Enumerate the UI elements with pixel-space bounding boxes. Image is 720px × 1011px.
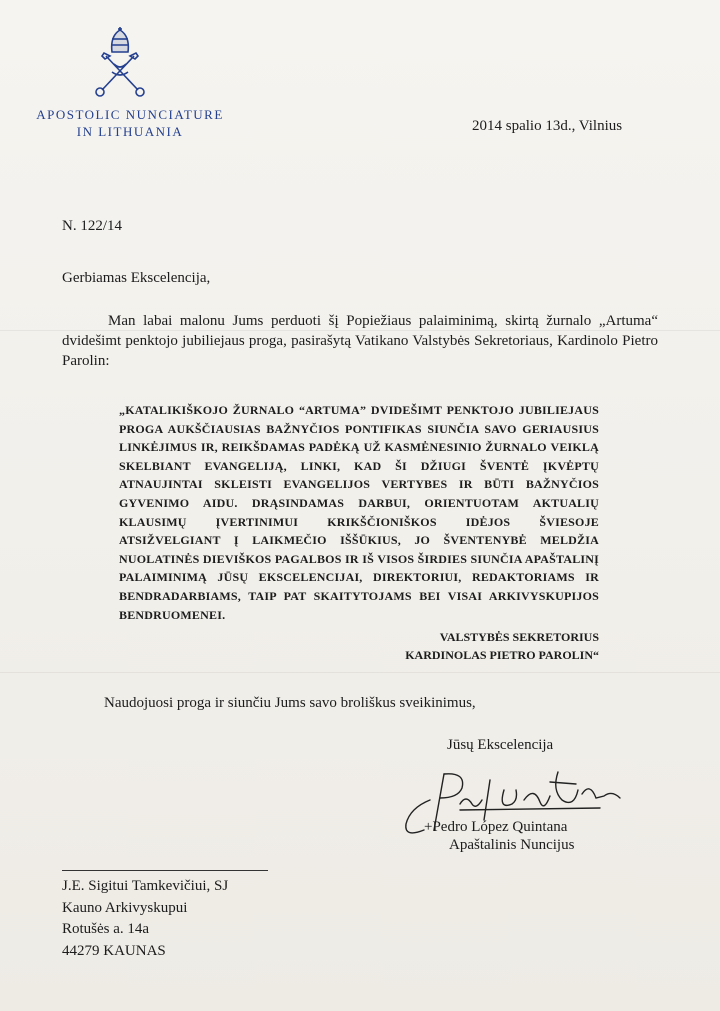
complimentary-close: Jūsų Ekscelencija bbox=[447, 737, 554, 753]
blessing-quote: „KATALIKIŠKOJO ŽURNALO “ARTUMA” DVIDEŠIMT PENKTOJO JUBILIEJAUS PROGA AUKŠČIAUSIAS BAŽNYČIOS PONTIFIKAS SIUNČIA SAVO GERIAUSIUS LINKĖJIMUS IR, REIKŠDAMAS PADĖKĄ UŽ KASMĖNESINIO ŽURNALO VEIKLĄ SKELBIANT EVANGELIJĄ, LINKI, KAD ŠI DŽIUGI ŠVENTĖ ĮKVĖPTŲ ATNAUJINTAI SKLEISTI EVANGELIJOS VERTYBES IR BŪTI BAŽNYČIOS GYVENIMO AIDU. DRĄSINDAMAS DARBUI, ORIENTUOTAM AKTUALIŲ KLAUSIMŲ ĮVERTINIMUI KRIKŠČIONIŠKOS IDĖJOS ŠVIESOJE ATSIŽVELGIANT Į LAIKMEČIO IŠŠŪKIUS, JO ŠVENTENYBĖ MELDŽIA NUOLATINĖS DIEVIŠKOS PAGALBOS IR IŠ VISOS ŠIRDIES SIUNČIA APAŠTALINĮ PALAIMINIMĄ JŪSŲ EKSCELENCIJAI, DIREKTORIUI, REDAKTORIAMS IR BENDRADARBIAMS, TAIP PAT SKAITYTOJAMS BEI VISAI ARKIVYSKUPIJOS BENDRUOMENEI. bbox=[119, 403, 599, 622]
address-line: 44279 KAUNAS bbox=[62, 942, 166, 959]
papal-emblem-icon bbox=[90, 26, 150, 98]
reference-number: N. 122/14 bbox=[62, 218, 122, 234]
address-line: Kauno Arkivyskupui bbox=[62, 899, 188, 916]
letterhead bbox=[30, 106, 230, 140]
intro-text: Man labai malonu Jums perduoti šį Popiežiaus palaiminimą, skirtą žurnalo „Artuma“ dvidešimt penktojo jubiliejaus proga, pasirašytą Vatikano Valstybės Sekretoriaus, Kardinolo Pietro Parolin: bbox=[62, 313, 658, 369]
address-line: J.E. Sigitui Tamkevičiui, SJ bbox=[62, 878, 229, 894]
closing-line: Naudojuosi proga ir siunčiu Jums savo broliškus sveikinimus, bbox=[104, 695, 476, 711]
letterhead-line2: IN LITHUANIA bbox=[76, 124, 184, 139]
quote-signatory-name: KARDINOLAS PIETRO PAROLIN“ bbox=[405, 648, 599, 662]
salutation: Gerbiamas Ekscelencija, bbox=[62, 270, 211, 286]
paper-fold bbox=[0, 672, 720, 673]
intro-paragraph bbox=[62, 311, 658, 371]
address-line: Rotušės a. 14a bbox=[62, 921, 150, 937]
quote-signatory-title: VALSTYBĖS SEKRETORIUS bbox=[439, 630, 599, 644]
signatory-name: +Pedro López Quintana bbox=[424, 819, 568, 835]
signatory-title: Apaštalinis Nuncijus bbox=[449, 837, 575, 853]
divider bbox=[62, 870, 268, 871]
letter-date: 2014 spalio 13d., Vilnius bbox=[472, 118, 623, 134]
recipient-address bbox=[62, 876, 228, 962]
letterhead-line1: APOSTOLIC NUNCIATURE bbox=[36, 107, 224, 122]
quote-signatory bbox=[300, 628, 599, 664]
